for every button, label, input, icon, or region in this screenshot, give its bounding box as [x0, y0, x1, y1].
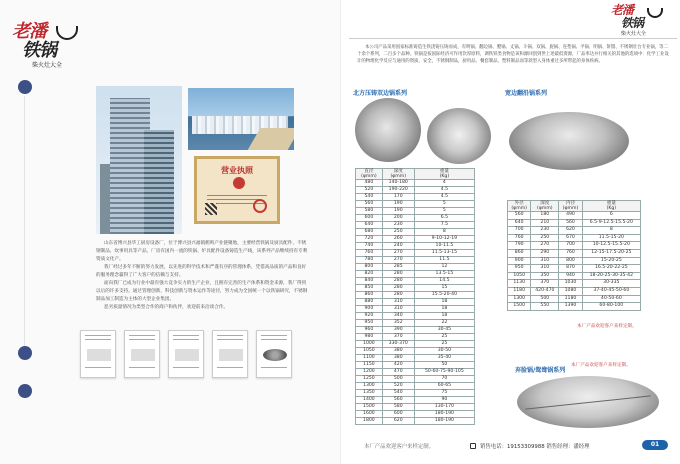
table-cell: 12-15-17.5-20-25 [582, 249, 640, 257]
red-stamp-icon [253, 199, 267, 213]
table-cell: 420-470 [531, 287, 559, 295]
table-cell: 1050 [508, 272, 531, 280]
logo-line1: 老潘 [611, 3, 634, 17]
emblem-icon [233, 177, 245, 189]
table-row [356, 299, 475, 306]
company-intro [96, 240, 308, 312]
table-row [356, 180, 475, 187]
table-cell: 940 [559, 272, 582, 280]
table-header-row [508, 201, 641, 212]
table-cell: 1000 [356, 341, 383, 348]
table-cell: 740 [356, 243, 383, 250]
table-cell: 285 [382, 264, 414, 271]
table-cell: 1030 [559, 280, 582, 288]
table-row [356, 334, 475, 341]
table-cell: 15 [414, 285, 474, 292]
table-cell: 260 [382, 236, 414, 243]
table-cell: 230 [531, 227, 559, 235]
table-row [356, 404, 475, 411]
table-row [356, 327, 475, 334]
table-row [508, 295, 641, 303]
table-cell: 30-335 [582, 280, 640, 288]
table-cell: 780 [356, 257, 383, 264]
table-cell: 5 [414, 201, 474, 208]
table-cell: 950 [508, 265, 531, 273]
table-body [356, 180, 475, 425]
wide-rim-wok-spec-table [507, 200, 641, 311]
table-cell: 560 [559, 219, 582, 227]
table-cell: 250 [382, 229, 414, 236]
table-cell: 140-180 [382, 180, 414, 187]
table-cell: 350 [531, 272, 559, 280]
table-cell: 210 [531, 219, 559, 227]
table-cell: 760 [356, 250, 383, 257]
intro-paragraph: 恶劣质量情况为类型合作的商户和伙伴，欢迎前来洽谈合作。 [104, 305, 229, 310]
table-row [356, 250, 475, 257]
table-row [356, 397, 475, 404]
report-table [87, 349, 111, 361]
intro-paragraph: 面向我厂已成为行业中最有强大竞争实力的生产企业，且拥有完善的生产体系和资金来源，我厂得到以后的许多支持。通过管理创新，科技创新与资本运作等途径，努力成为全国统一个以铁锅研究，不锈钢制品加工制造为主体的大型企业集团。 [96, 281, 308, 302]
table-cell: 490 [559, 212, 582, 220]
table-cell: 620 [559, 227, 582, 235]
table-cell: 1150 [356, 362, 383, 369]
table-cell: 920 [356, 313, 383, 320]
column-header: 重量 (Kg) [582, 201, 640, 212]
table-cell: 60-80-100 [582, 303, 640, 311]
logo-subtitle: 柴火灶大全 [621, 31, 647, 37]
logo-title [611, 4, 643, 30]
table-cell: 352 [382, 320, 414, 327]
report-pot-image [263, 349, 287, 361]
section-title: 宽边翻沿锅系列 [505, 90, 548, 97]
report-line [173, 367, 199, 368]
table-row [356, 257, 475, 264]
table-header-row [356, 169, 475, 180]
table-cell: 950 [356, 320, 383, 327]
table-cell: 760 [508, 234, 531, 242]
table-cell: 8 [582, 227, 640, 235]
building-photo [96, 86, 182, 234]
table-cell: 480 [356, 180, 383, 187]
table-cell: 1250 [356, 376, 383, 383]
report-line [261, 367, 287, 368]
table-cell: 11.5-15-20 [582, 234, 640, 242]
report-line [85, 367, 111, 368]
test-report-thumbnail [80, 330, 116, 378]
table-cell: 15.5-20-40 [414, 292, 474, 299]
table-cell: 900 [508, 257, 531, 265]
table-row [356, 376, 475, 383]
table-cell: 1800 [356, 418, 383, 425]
table-cell: 4.5 [414, 187, 474, 194]
table-cell: 330-370 [382, 341, 414, 348]
table-cell: 180-190 [414, 418, 474, 425]
table-cell: 820 [356, 271, 383, 278]
table-cell: 230 [382, 222, 414, 229]
table-row [356, 369, 475, 376]
table-cell: 720 [356, 236, 383, 243]
wide-rim-wok-image [509, 112, 629, 170]
table-cell: 25 [414, 334, 474, 341]
table-cell: 370 [531, 280, 559, 288]
business-license-photo [194, 156, 280, 224]
table-cell: 680 [356, 229, 383, 236]
column-header: 外径 (φmm) [508, 201, 531, 212]
table-cell: 10-12.5-15.5-20 [582, 242, 640, 250]
custom-order-note: 本厂产品欢迎客户来样定制。 [577, 324, 637, 329]
table-row [508, 242, 641, 250]
license-text-line [207, 195, 267, 196]
table-cell: 130-170 [414, 404, 474, 411]
table-cell: 4.5 [414, 194, 474, 201]
table-cell: 11.5-13-15 [414, 250, 474, 257]
table-cell: 290 [531, 249, 559, 257]
page-number: 01 [642, 440, 668, 450]
table-cell: 700 [508, 227, 531, 235]
table-row [356, 201, 475, 208]
table-cell: 870 [559, 265, 582, 273]
table-row [508, 219, 641, 227]
table-cell: 620 [382, 418, 414, 425]
table-cell: 1600 [356, 411, 383, 418]
report-table [175, 349, 199, 361]
table-cell: 840 [356, 278, 383, 285]
table-cell: 70 [414, 376, 474, 383]
table-cell: 1050 [356, 348, 383, 355]
table-cell: 700 [559, 242, 582, 250]
table-cell: 30-45 [414, 327, 474, 334]
table-row [508, 212, 641, 220]
table-cell: 390 [382, 327, 414, 334]
table-cell: 18 [414, 299, 474, 306]
table-cell: 1100 [356, 355, 383, 362]
table-cell: 860 [508, 249, 531, 257]
table-row [356, 306, 475, 313]
table-cell: 240 [382, 243, 414, 250]
table-cell: 1500 [356, 404, 383, 411]
table-row [356, 418, 475, 425]
table-row [356, 411, 475, 418]
table-cell: 50-60-75-90-105 [414, 369, 474, 376]
logo-subtitle: 柴火灶大全 [32, 62, 63, 69]
table-cell: 980 [356, 334, 383, 341]
column-header: 深度 (φmm) [531, 201, 559, 212]
test-report-thumbnail [124, 330, 160, 378]
pot-divider [525, 395, 650, 409]
table-cell: 670 [559, 234, 582, 242]
report-line [217, 335, 243, 336]
table-row [356, 236, 475, 243]
city-photo [188, 88, 294, 150]
table-cell: 14.5 [414, 278, 474, 285]
table-cell: 560 [508, 212, 531, 220]
table-cell: 860 [356, 292, 383, 299]
double-edge-wok-image [427, 108, 491, 164]
table-body [508, 212, 641, 311]
table-cell: 18 [414, 306, 474, 313]
qr-code-icon [205, 203, 217, 215]
table-cell: 800 [356, 264, 383, 271]
report-line [85, 335, 111, 336]
table-row [508, 234, 641, 242]
product-intro: 本公司产品采用国家标准铸造生铁浇铸压铸而成，有明锅、翻边锅、膛锅、丈锅、斗锅、双锅、旋锅、连垫锅、平锅、明锅、饼馏、不锈钢壮台专业锅，等二十余个系列，二百多个品种。铁锅是按国际经济可作用饮厚原料，调铁铁类食物是该和源回创到世上述最低资源，厂品率达并行相关的其他的选项中：化学工业设计的物理化学反应与通用的资质，安全，不锈钢制品，厨用品、餐套制品、塑料制品而等款型入身体重过多所带起的身体疾病。 [357, 45, 669, 64]
table-cell: 18 [414, 313, 474, 320]
report-line [173, 335, 199, 336]
table-row [356, 194, 475, 201]
table-cell: 6.5-9-12.5-15.5-20 [582, 219, 640, 227]
table-cell: 310 [382, 299, 414, 306]
bullet-dot [18, 346, 32, 360]
footer [0, 440, 680, 454]
table-row [508, 249, 641, 257]
intro-paragraph: 山东省博兴县华工厨房设备厂，位于博兴县兴福镇鹤鸣产业链聚地，主要经营铁锅及厨具配件、不锈钢制品、炊事用具等产品，厂房有国内一流的铁锅、炉具配件设备铸造生产线，该系列产品继续持有专利资质文化产。 [96, 241, 308, 262]
table-cell: 580 [356, 208, 383, 215]
double-edge-wok-spec-table [355, 168, 475, 425]
test-report-thumbnail [168, 330, 204, 378]
report-line [261, 335, 287, 336]
table-cell: 280 [382, 285, 414, 292]
timeline-line [24, 96, 25, 346]
table-cell: 640 [508, 219, 531, 227]
table-cell: 200 [382, 215, 414, 222]
table-cell: 8 [414, 229, 474, 236]
table-cell: 800 [559, 257, 582, 265]
table-row [356, 341, 475, 348]
table-cell: 1300 [356, 383, 383, 390]
table-row [508, 280, 641, 288]
table-row [356, 348, 475, 355]
table-cell: 380 [382, 355, 414, 362]
divided-hotpot-image [517, 376, 659, 428]
table-cell: 960 [356, 327, 383, 334]
license-text-line [207, 199, 261, 200]
table-cell: 1130 [508, 280, 531, 288]
table-cell: 60-65 [414, 383, 474, 390]
table-row [508, 257, 641, 265]
table-cell: 1080 [559, 287, 582, 295]
table-cell: 75 [414, 390, 474, 397]
report-line [261, 339, 287, 340]
table-cell: 310 [382, 306, 414, 313]
table-cell: 850 [356, 285, 383, 292]
column-header: 内径 (φmm) [559, 201, 582, 212]
column-header: 深度 (φmm) [382, 169, 414, 180]
table-cell: 560 [382, 397, 414, 404]
license-title: 营业执照 [221, 166, 253, 175]
table-cell: 280 [382, 292, 414, 299]
table-cell: 18-20-25-30-35-42 [582, 272, 640, 280]
double-edge-wok-image [355, 98, 421, 162]
table-cell: 7.5 [414, 222, 474, 229]
table-cell: 1180 [559, 295, 582, 303]
table-cell: 4 [414, 180, 474, 187]
table-cell: 270 [382, 250, 414, 257]
table-cell: 270 [382, 257, 414, 264]
table-cell: 880 [356, 299, 383, 306]
table-cell: 280 [382, 278, 414, 285]
report-table [219, 349, 243, 361]
table-cell: 12 [414, 264, 474, 271]
table-cell: 500 [382, 376, 414, 383]
column-header: 重量 (Kg) [414, 169, 474, 180]
table-row [356, 222, 475, 229]
table-cell: 40-50-60 [582, 295, 640, 303]
logo-line1: 老潘 [12, 21, 46, 42]
table-cell: 420 [382, 362, 414, 369]
report-line [85, 339, 111, 340]
table-cell: 13.5-15 [414, 271, 474, 278]
table-cell: 190 [382, 201, 414, 208]
table-cell: 600 [382, 411, 414, 418]
table-row [356, 320, 475, 327]
sales-contact: 销售电话：19153309988 销售经理：潘经理 [480, 444, 590, 450]
table-cell: 22 [414, 320, 474, 327]
table-row [508, 272, 641, 280]
table-row [356, 271, 475, 278]
report-line [217, 367, 243, 368]
table-cell: 15-20-25 [582, 257, 640, 265]
brand-logo [12, 22, 82, 68]
table-cell: 790 [508, 242, 531, 250]
table-row [356, 292, 475, 299]
table-cell: 280 [382, 271, 414, 278]
table-cell: 170 [382, 194, 414, 201]
table-row [508, 303, 641, 311]
table-cell: 540 [356, 194, 383, 201]
report-line [129, 367, 155, 368]
table-cell: 5 [414, 208, 474, 215]
custom-order-note: 本厂产品欢迎客户来样定制。 [571, 363, 631, 368]
table-cell: 1350 [356, 390, 383, 397]
test-report-thumbnail [256, 330, 292, 378]
table-row [356, 208, 475, 215]
table-cell: 1300 [508, 295, 531, 303]
table-cell: 50 [414, 362, 474, 369]
report-line [173, 339, 199, 340]
table-row [356, 243, 475, 250]
table-cell: 500 [531, 295, 559, 303]
report-table [131, 349, 155, 361]
table-cell: 520 [382, 383, 414, 390]
table-cell: 520 [356, 187, 383, 194]
bullet-dot [18, 80, 32, 94]
intro-paragraph: 我厂经过多年不断的努力发展，以先进的科学技术和严谨有序的管理体系，凭借高品质的产品和良好的服务理念赢得了广大客户的信赖与支持。 [96, 265, 307, 278]
bullet-dot [18, 384, 32, 398]
table-cell: 35-40 [414, 355, 474, 362]
table-cell: 380 [382, 348, 414, 355]
table-cell: 37-40-45-50-60 [582, 287, 640, 295]
table-cell: 270 [531, 242, 559, 250]
table-row [508, 265, 641, 273]
table-cell: 1400 [356, 397, 383, 404]
table-row [356, 313, 475, 320]
building-shape [144, 130, 174, 234]
section-title: 北方压铸双边锅系列 [353, 90, 408, 97]
table-cell: 90 [414, 397, 474, 404]
brand-logo [611, 4, 677, 36]
logo-line2: 铁锅 [621, 16, 644, 30]
table-cell: 250 [531, 234, 559, 242]
table-cell: 310 [531, 265, 559, 273]
table-cell: 1500 [508, 303, 531, 311]
table-cell: 190-220 [382, 187, 414, 194]
table-cell: 6.5 [414, 215, 474, 222]
report-line [217, 339, 243, 340]
table-cell: 16.5-20-22-25 [582, 265, 640, 273]
table-cell: 470 [382, 369, 414, 376]
test-report-thumbnail [212, 330, 248, 378]
table-cell: 11.5 [414, 257, 474, 264]
table-cell: 340 [382, 313, 414, 320]
right-page [340, 0, 680, 464]
table-cell: 600 [356, 215, 383, 222]
table-row [356, 390, 475, 397]
table-row [508, 227, 641, 235]
table-row [356, 362, 475, 369]
table-cell: 1180 [508, 287, 531, 295]
table-cell: 190 [382, 208, 414, 215]
table-cell: 760 [559, 249, 582, 257]
table-row [356, 383, 475, 390]
table-row [356, 187, 475, 194]
table-row [356, 278, 475, 285]
pot-icon [647, 8, 663, 18]
table-row [356, 229, 475, 236]
table-cell: 9-10-12-19 [414, 236, 474, 243]
table-cell: 640 [356, 222, 383, 229]
logo-title [12, 22, 56, 60]
report-line [129, 339, 155, 340]
table-cell: 180-190 [414, 411, 474, 418]
table-row [508, 287, 641, 295]
footer-note: 本厂产品欢迎客户来样定制。 [364, 444, 435, 450]
table-row [356, 285, 475, 292]
table-cell: 6 [582, 212, 640, 220]
table-cell: 1200 [356, 369, 383, 376]
table-cell: 30-50 [414, 348, 474, 355]
table-cell: 25 [414, 341, 474, 348]
table-cell: 1390 [559, 303, 582, 311]
pot-icon [56, 26, 78, 40]
table-row [356, 215, 475, 222]
column-header: 直径 (φmm) [356, 169, 383, 180]
table-cell: 580 [382, 404, 414, 411]
table-cell: 540 [382, 390, 414, 397]
table-cell: 180 [531, 212, 559, 220]
table-cell: 10-11.5 [414, 243, 474, 250]
table-cell: 370 [382, 334, 414, 341]
table-cell: 310 [531, 257, 559, 265]
table-cell: 550 [531, 303, 559, 311]
phone-icon [470, 443, 476, 449]
section-title: 弃脸锅/鸳鸯锅系列 [515, 367, 566, 374]
table-row [356, 355, 475, 362]
table-cell: 900 [356, 306, 383, 313]
header-divider [349, 38, 677, 39]
table-cell: 560 [356, 201, 383, 208]
test-reports [80, 330, 316, 378]
logo-line2: 铁锅 [22, 40, 56, 61]
table-row [356, 264, 475, 271]
report-line [129, 335, 155, 336]
